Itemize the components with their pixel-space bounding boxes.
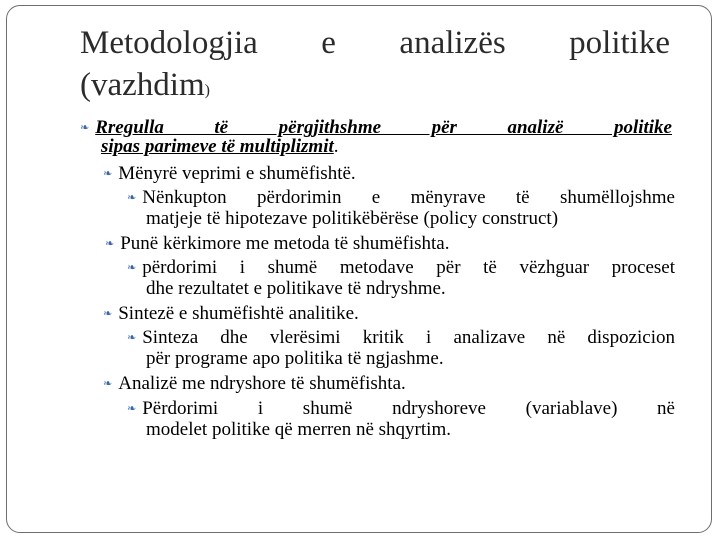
- bullet-text: Punë kërkimore me metoda të shumëfishta.: [120, 233, 450, 254]
- curl-bullet-icon: ❧: [127, 402, 137, 415]
- curl-bullet-icon: ❧: [103, 167, 113, 180]
- bullet-item-8: [103, 373, 673, 394]
- bullet-item-7: ❧ Sinteza dhe vlerësimi kritik i analizave në dispozicion për programe apo politika të ngjashme.: [127, 327, 675, 369]
- bullet-item-6: [103, 303, 673, 324]
- bullet-text: Mënyrë veprimi e shumëfishtë.: [118, 163, 356, 184]
- bullet-item-9: ❧ Përdorimi i shumë ndryshoreve (variablave) në modelet politike që merren në shqyrtim.: [127, 398, 675, 440]
- bullet-item-5: ❧ përdorimi i shumë metodave për të vëzhguar proceset dhe rezultatet e politikave të ndryshme.: [127, 257, 675, 299]
- curl-bullet-icon: ❧: [127, 261, 137, 274]
- bullet-text: Sintezë e shumëfishtë analitike.: [118, 303, 359, 324]
- slide-title-line2: (vazhdim): [80, 67, 210, 103]
- bullet-text: Rregulla të përgjithshme për analizë politike: [95, 117, 672, 138]
- curl-bullet-icon: ❧: [103, 377, 113, 390]
- slide-title: [80, 22, 670, 64]
- bullet-item-1: ❧ Rregulla të përgjithshme për analizë politike sipas parimeve të multiplizmit.: [80, 117, 672, 157]
- bullet-item-4: [105, 233, 675, 254]
- curl-bullet-icon: ❧: [127, 191, 137, 204]
- bullet-item-2: [103, 163, 673, 184]
- curl-bullet-icon: ❧: [80, 121, 90, 134]
- bullet-text: Analizë me ndryshore të shumëfishta.: [118, 373, 406, 394]
- curl-bullet-icon: ❧: [105, 237, 115, 250]
- bullet-item-3: ❧ Nënkupton përdorimin e mënyrave të shumëllojshme matjeje të hipotezave politikëbërëse (policy construct): [127, 187, 675, 229]
- curl-bullet-icon: ❧: [103, 307, 113, 320]
- curl-bullet-icon: ❧: [127, 331, 137, 344]
- slide-title-line1: Metodologjia e analizës politike: [80, 25, 670, 61]
